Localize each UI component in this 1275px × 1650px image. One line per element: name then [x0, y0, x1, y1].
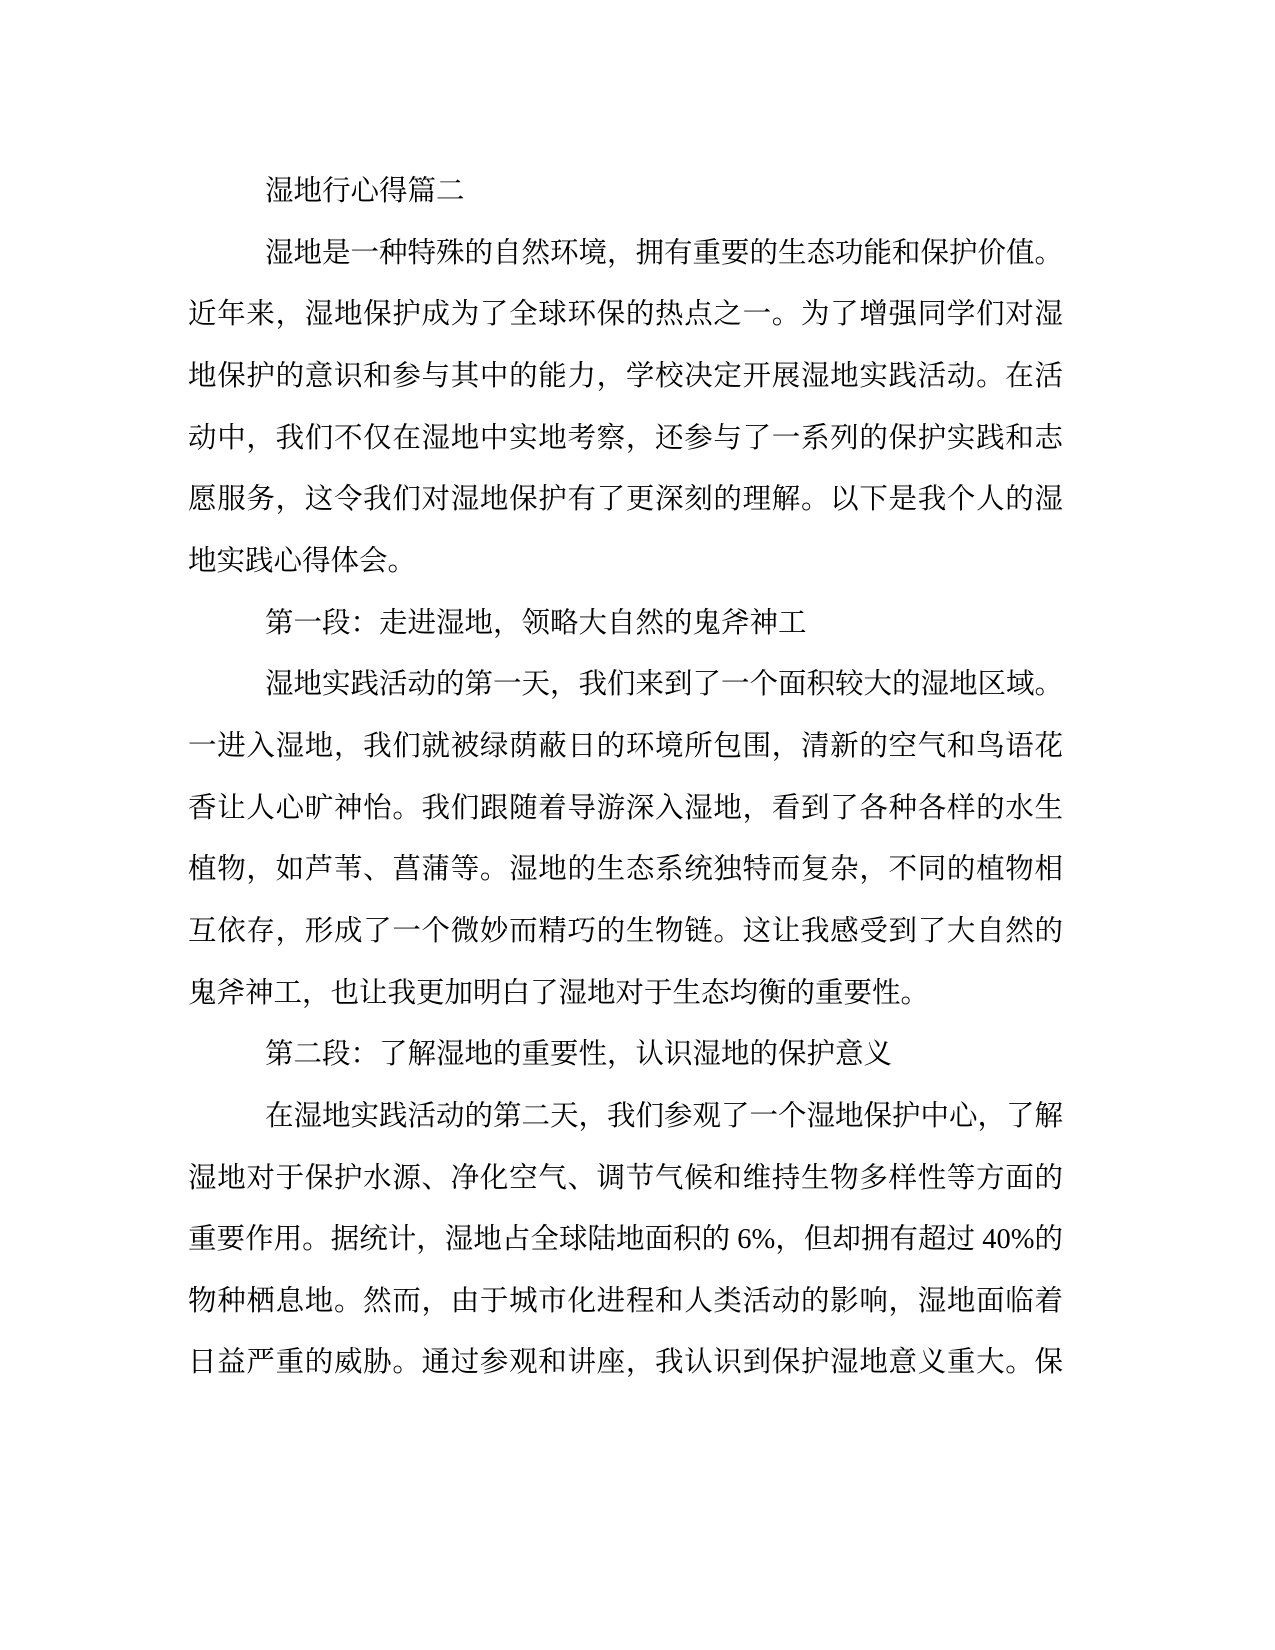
text-line: 湿地对于保护水源、净化空气、调节气候和维持生物多样性等方面的 — [188, 1162, 1063, 1194]
text-line: 近年来，湿地保护成为了全球环保的热点之一。为了增强同学们对湿 — [188, 299, 1063, 331]
text-line: 鬼斧神工，也让我更加明白了湿地对于生态均衡的重要性。 — [188, 977, 930, 1009]
text-block — [188, 161, 1063, 1394]
text-line: 互依存，形成了一个微妙而精巧的生物链。这让我感受到了大自然的 — [188, 915, 1063, 947]
text-line: 植物，如芦苇、菖蒲等。湿地的生态系统独特而复杂，不同的植物相 — [188, 854, 1063, 886]
text-line: 湿地行心得篇二 — [265, 176, 465, 207]
text-line: 第一段：走进湿地，领略大自然的鬼斧神工 — [265, 607, 807, 639]
text-line: 地实践心得体会。 — [188, 545, 417, 577]
text-line: 重要作用。据统计，湿地占全球陆地面积的 6%，但却拥有超过 40%的 — [188, 1224, 1063, 1256]
text-line: 物种栖息地。然而，由于城市化进程和人类活动的影响，湿地面临着 — [188, 1285, 1063, 1317]
text-line: 湿地实践活动的第一天，我们来到了一个面积较大的湿地区域。 — [265, 669, 1064, 701]
text-line: 日益严重的威胁。通过参观和讲座，我认识到保护湿地意义重大。保 — [188, 1347, 1063, 1379]
text-line: 愿服务，这令我们对湿地保护有了更深刻的理解。以下是我个人的湿 — [188, 484, 1063, 516]
text-line: 第二段：了解湿地的重要性，认识湿地的保护意义 — [265, 1039, 893, 1071]
text-line: 动中，我们不仅在湿地中实地考察，还参与了一系列的保护实践和志 — [188, 422, 1063, 454]
text-line: 香让人心旷神怡。我们跟随着导游深入湿地，看到了各种各样的水生 — [188, 792, 1063, 824]
text-line: 一进入湿地，我们就被绿荫蔽日的环境所包围，清新的空气和鸟语花 — [188, 730, 1063, 762]
text-line: 湿地是一种特殊的自然环境，拥有重要的生态功能和保护价值。 — [265, 237, 1064, 269]
text-line: 地保护的意识和参与其中的能力，学校决定开展湿地实践活动。在活 — [188, 360, 1063, 392]
text-line: 在湿地实践活动的第二天，我们参观了一个湿地保护中心，了解 — [265, 1100, 1064, 1132]
